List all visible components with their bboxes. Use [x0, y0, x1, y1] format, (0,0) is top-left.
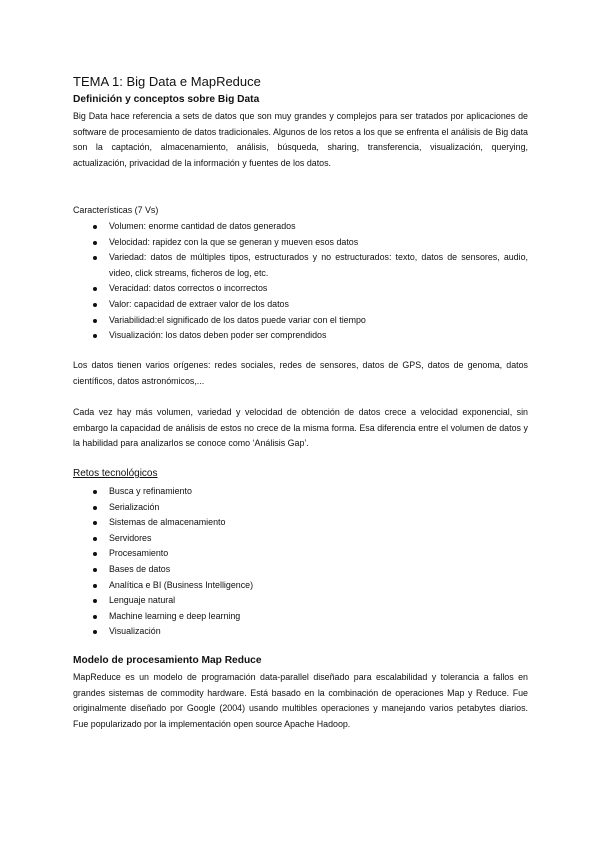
list-item: Servidores [73, 531, 528, 547]
list-item: Visualización [73, 624, 528, 640]
page-title: TEMA 1: Big Data e MapReduce [73, 74, 261, 89]
list-item: Sistemas de almacenamiento [73, 515, 528, 531]
list-item: Bases de datos [73, 562, 528, 578]
list-item: Analítica e BI (Business Intelligence) [73, 578, 528, 594]
gap-paragraph: Cada vez hay más volumen, variedad y velocidad de obtención de datos crece a velocidad exponencial, sin embargo la capacidad de análisis de estos no crece de la misma forma. Esa diferencia entre el volumen de datos y la habilidad para analizarlos se conoce como ‘Análisis Gap’. [73, 407, 528, 449]
list-item: Lenguaje natural [73, 593, 528, 609]
list-item: Variabilidad:el significado de los datos puede variar con el tiempo [73, 313, 528, 329]
list-item: Valor: capacidad de extraer valor de los datos [73, 297, 528, 313]
retos-heading: Retos tecnológicos [73, 468, 158, 479]
list-item: Velocidad: rapidez con la que se generan y mueven esos datos [73, 235, 528, 251]
retos-list [73, 484, 528, 640]
list-item: Variedad: datos de múltiples tipos, estructurados y no estructurados: texto, datos de sensores, audio, video, click streams, ficheros de log, etc. [73, 250, 528, 281]
list-item: Procesamiento [73, 546, 528, 562]
characteristics-list [73, 219, 528, 344]
list-item: Visualización: los datos deben poder ser comprendidos [73, 328, 528, 344]
section-heading-mapreduce: Modelo de procesamiento Map Reduce [73, 655, 262, 666]
section-heading-definition: Definición y conceptos sobre Big Data [73, 94, 260, 105]
list-item: Machine learning e deep learning [73, 609, 528, 625]
mapreduce-paragraph: MapReduce es un modelo de programación data-parallel diseñado para escalabilidad y tolerancia a fallos en grandes sistemas de commodity hardware. Está basado en la combinación de operaciones Map y Reduce. Fue originalmente diseñado por Google (2004) usando multibles operaciones y manejando varios petabytes diarios. Fue popularizado por la implementación open source Apache Hadoop. [73, 672, 528, 729]
characteristics-label: Características (7 Vs) [73, 205, 159, 215]
list-item: Serialización [73, 500, 528, 516]
definition-paragraph: Big Data hace referencia a sets de datos que son muy grandes y complejos para ser tratados por aplicaciones de software de procesamiento de datos tradicionales. Algunos de los retos a los que se enfrenta el análisis de Big data son la captación, almacenamiento, análisis, búsqueda, sharing, transferencia, visualización, querying, actualización, privacidad de la información y fuentes de los datos. [73, 111, 528, 168]
list-item: Busca y refinamiento [73, 484, 528, 500]
origins-paragraph: Los datos tienen varios orígenes: redes sociales, redes de sensores, datos de GPS, datos de genoma, datos científicos, datos astronómicos,... [73, 360, 528, 386]
list-item: Volumen: enorme cantidad de datos generados [73, 219, 528, 235]
list-item: Veracidad: datos correctos o incorrectos [73, 281, 528, 297]
